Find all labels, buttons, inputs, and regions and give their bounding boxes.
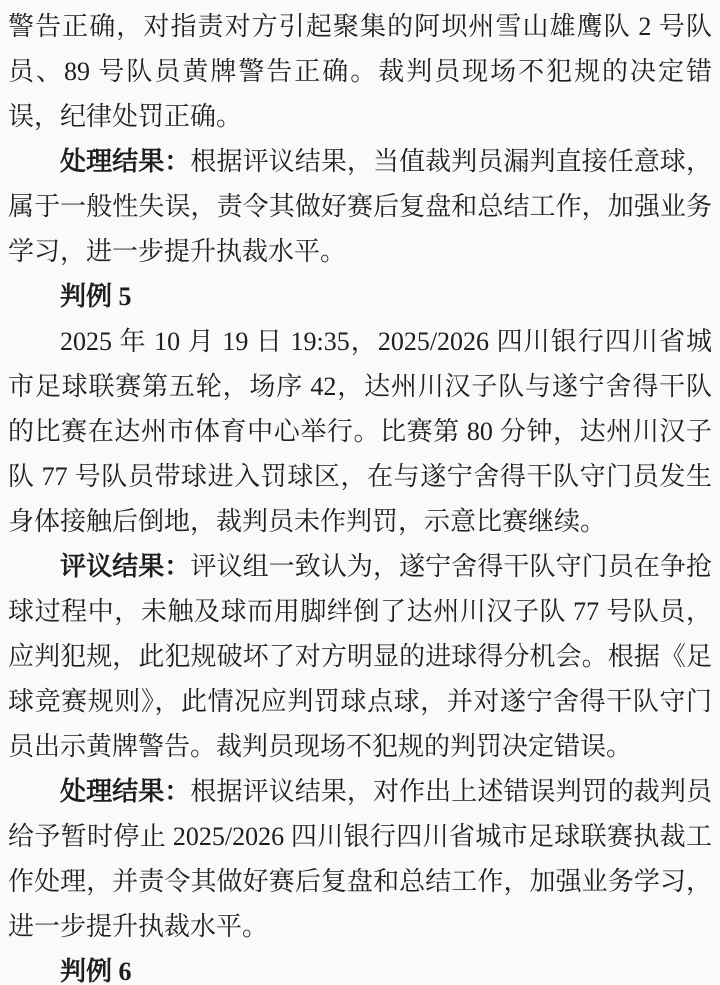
handling-result-label: 处理结果： [60, 777, 191, 806]
heading-text: 判例 6 [60, 957, 132, 985]
paragraph-text: 根据评议结果，对作出上述错误判罚的裁判员给予暂时停止 2025/2026 四川银行四川省城市足球联赛执裁工作处理，并责令其做好赛后复盘和总结工作，加强业务学习，进一步提升执裁水平。 [8, 777, 712, 941]
paragraph-review-result-case5 [8, 544, 712, 769]
paragraph-handling-result-case5 [8, 769, 712, 949]
paragraph-text: 警告正确，对指责对方引起聚集的阿坝州雪山雄鹰队 2 号队员、89 号队员黄牌警告正确。裁判员现场不犯规的决定错误，纪律处罚正确。 [8, 12, 712, 131]
paragraph-handling-result-case4 [8, 139, 712, 274]
paragraph-discipline-conclusion [8, 4, 712, 139]
paragraph-text: 根据评议结果，当值裁判员漏判直接任意球，属于一般性失误，责令其做好赛后复盘和总结工作，加强业务学习，进一步提升执裁水平。 [8, 147, 712, 266]
paragraph-text: 2025 年 10 月 19 日 19:35，2025/2026 四川银行四川省城市足球联赛第五轮，场序 42，达州川汉子队与遂宁舍得干队的比赛在达州市体育中心举行。比赛第 80 分钟，达州川汉子队 77 号队员带球进入罚球区，在与遂宁舍得干队守门员发生身体接触后倒地，裁判员未作判罚，示意比赛继续。 [8, 327, 712, 536]
paragraph-case-5-incident [8, 319, 712, 544]
case-6-heading [8, 949, 712, 985]
heading-text: 判例 5 [60, 282, 132, 311]
review-result-label: 评议结果： [60, 552, 191, 581]
paragraph-text: 评议组一致认为，遂宁舍得干队守门员在争抢球过程中，未触及球而用脚绊倒了达州川汉子队 77 号队员，应判犯规，此犯规破坏了对方明显的进球得分机会。根据《足球竞赛规则》，此情况应判罚球点球，并对遂宁舍得干队守门员出示黄牌警告。裁判员现场不犯规的判罚决定错误。 [8, 552, 712, 761]
case-5-heading [8, 274, 712, 319]
handling-result-label: 处理结果： [60, 147, 191, 176]
